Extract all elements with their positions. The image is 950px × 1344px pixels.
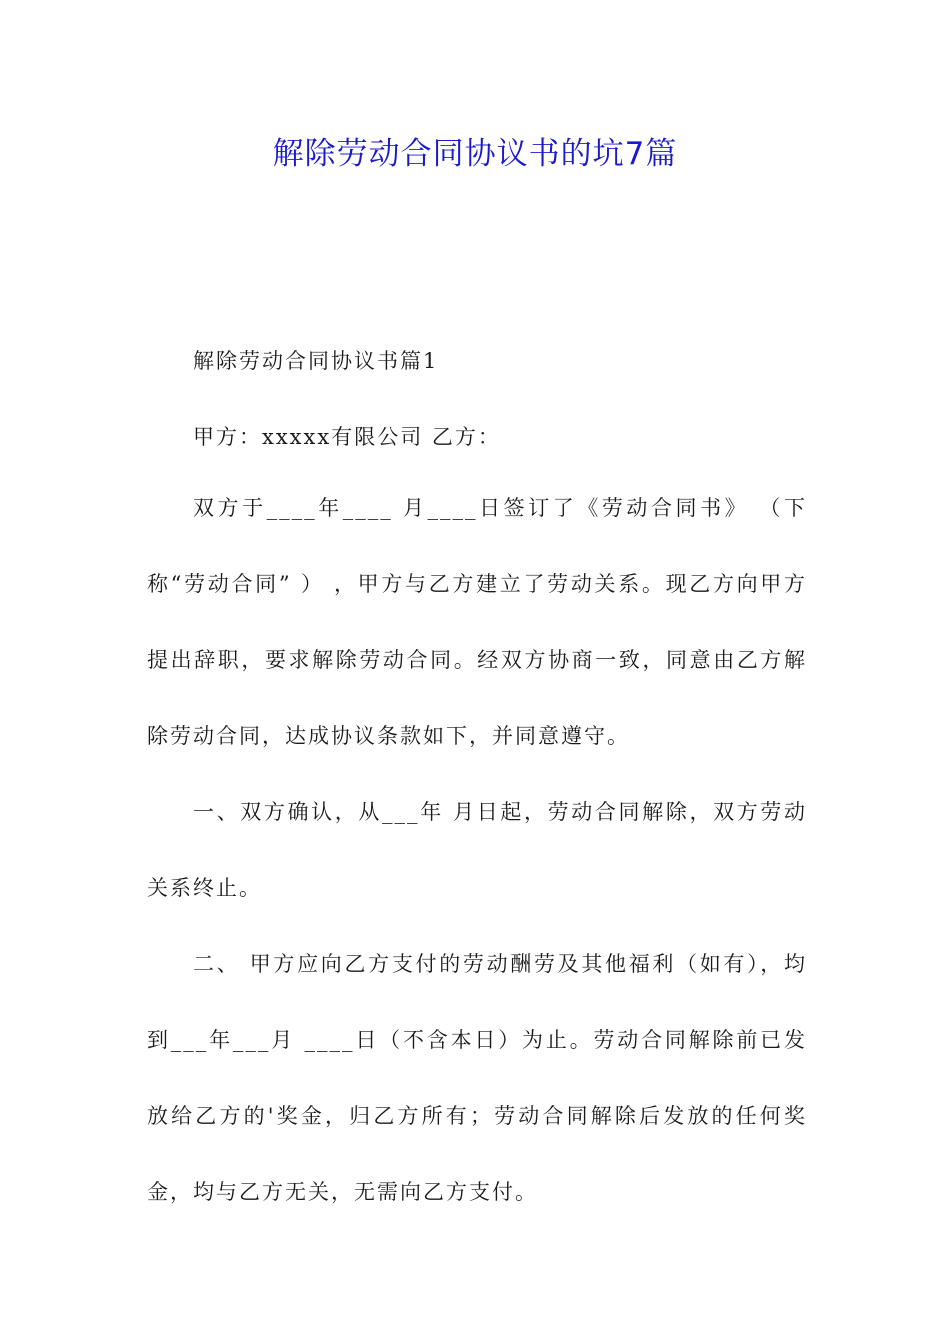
document-title: 解除劳动合同协议书的坑7篇 [272,136,678,172]
paragraph: 二、 甲方应向乙方支付的劳动酬劳及其他福利（如有），均到___年___月 ____日（不含本日）为止。劳动合同解除前已发放给乙方的'奖金，归乙方所有；劳动合同解除后发放的任何奖金，均与乙方无关，无需向乙方支付。 [147,952,807,1204]
section-heading: 解除劳动合同协议书篇1 [193,349,439,373]
paragraph: 一、双方确认，从___年 月日起，劳动合同解除，双方劳动关系终止。 [147,800,807,900]
document-body [147,470,807,1230]
paragraph: 双方于____年____ 月____日签订了《劳动合同书》 （下称“劳动合同” ） ，甲方与乙方建立了劳动关系。现乙方向甲方提出辞职，要求解除劳动合同。经双方协商一致，同意由乙方解除劳动合同，达成协议条款如下，并同意遵守。 [147,496,807,748]
parties-line: 甲方：xxxxx有限公司 乙方： [193,425,501,449]
